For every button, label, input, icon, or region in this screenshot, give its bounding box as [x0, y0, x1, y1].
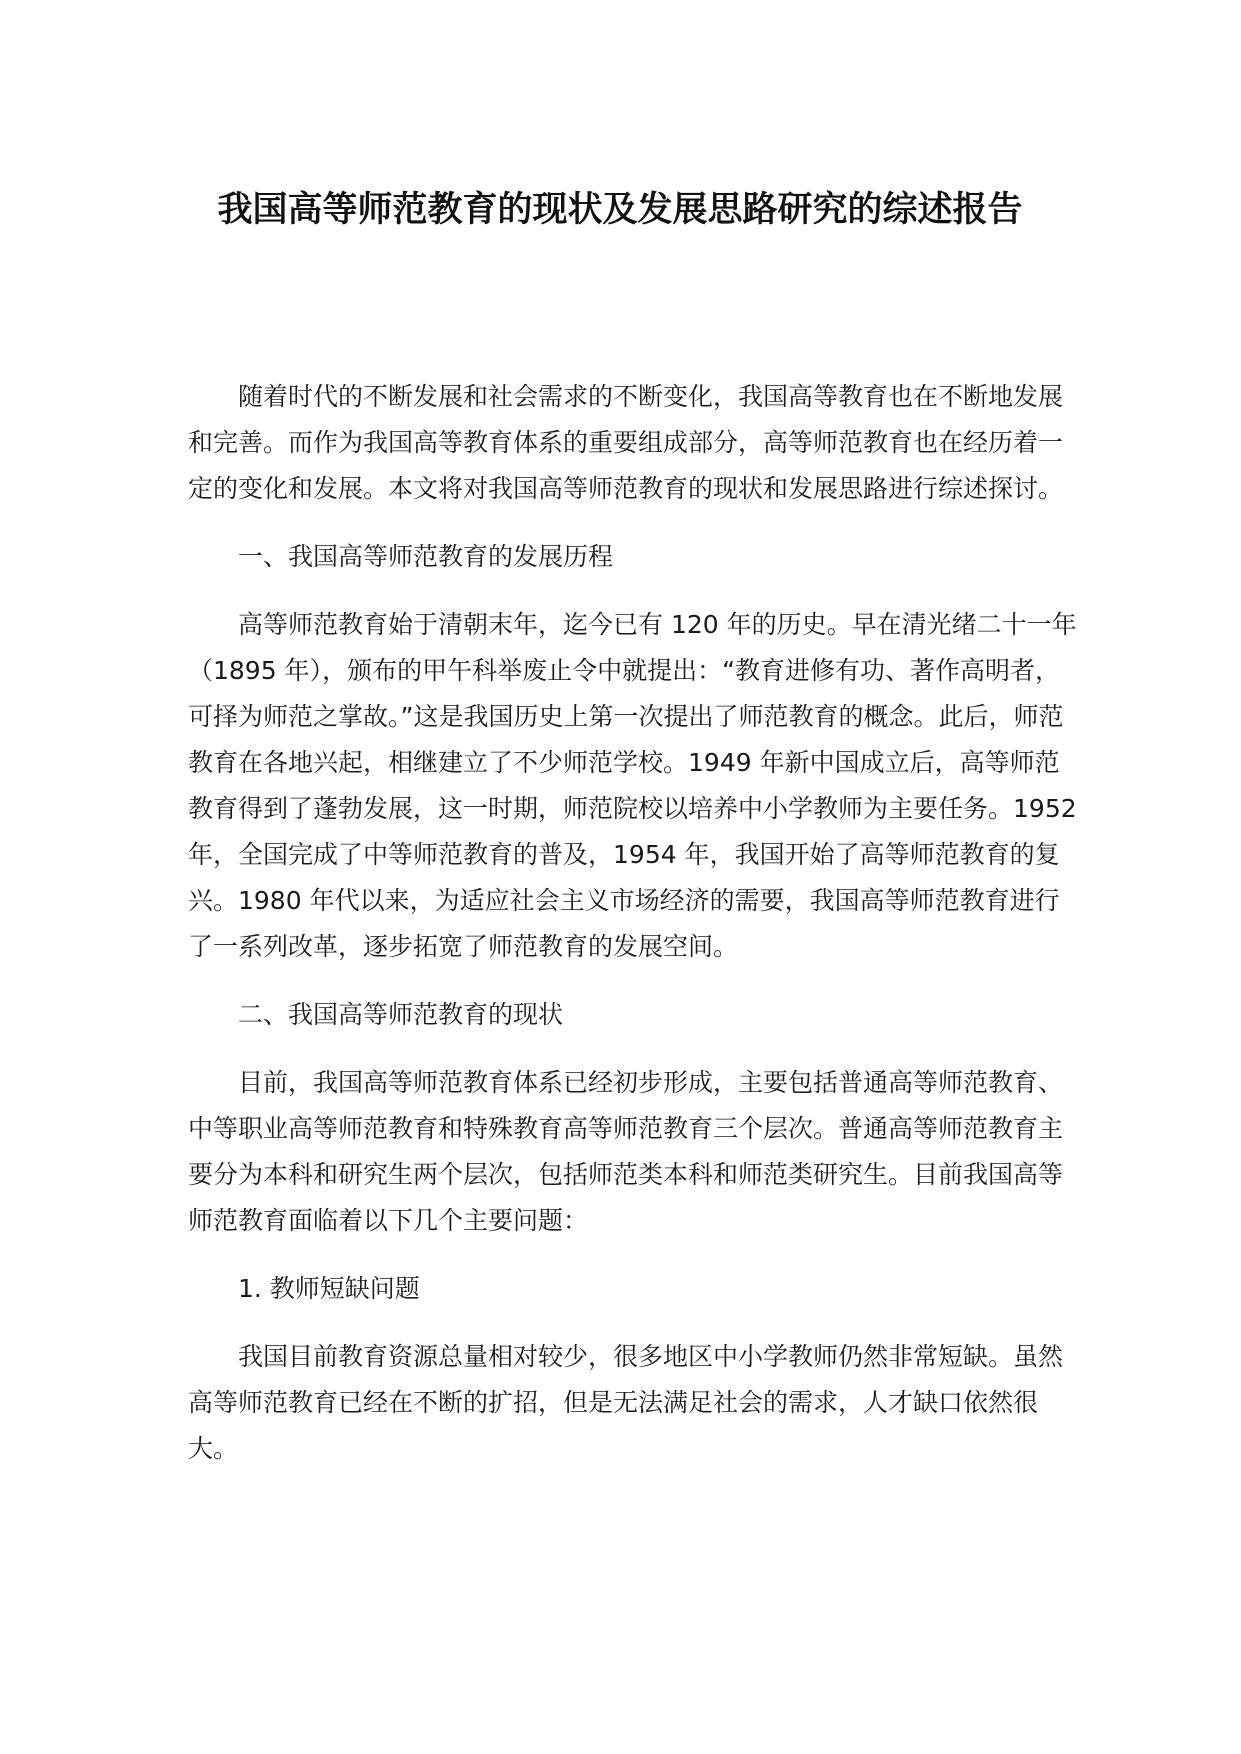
- document-body: [188, 374, 1078, 1494]
- section-heading-status: 二、我国高等师范教育的现状: [238, 1000, 564, 1029]
- section-heading-history: 一、我国高等师范教育的发展历程: [238, 542, 614, 571]
- paragraph-history: 高等师范教育始于清朝末年，迄今已有 120 年的历史。早在清光绪二十一年（1895 年），颁布的甲午科举废止令中就提出：“教育进修有功、著作高明者，可择为师范之掌故。”这是我国历史上第一次提出了师范教育的概念。此后，师范教育在各地兴起，相继建立了不少师范学校。1949 年新中国成立后，高等师范教育得到了蓬勃发展，这一时期，师范院校以培养中小学教师为主要任务。1952 年，全国完成了中等师范教育的普及，1954 年，我国开始了高等师范教育的复兴。1980 年代以来，为适应社会主义市场经济的需要，我国高等师范教育进行了一系列改革，逐步拓宽了师范教育的发展空间。: [188, 610, 1077, 961]
- paragraph-teacher-shortage: 我国目前教育资源总量相对较少，很多地区中小学教师仍然非常短缺。虽然高等师范教育已经在不断的扩招，但是无法满足社会的需求，人才缺口依然很大。: [188, 1342, 1064, 1463]
- paragraph-status: 目前，我国高等师范教育体系已经初步形成，主要包括普通高等师范教育、中等职业高等师范教育和特殊教育高等师范教育三个层次。普通高等师范教育主要分为本科和研究生两个层次，包括师范类本科和师范类研究生。目前我国高等师范教育面临着以下几个主要问题：: [188, 1068, 1064, 1235]
- document-title: 我国高等师范教育的现状及发展思路研究的综述报告: [217, 190, 1023, 230]
- paragraph-intro: 随着时代的不断发展和社会需求的不断变化，我国高等教育也在不断地发展和完善。而作为我国高等教育体系的重要组成部分，高等师范教育也在经历着一定的变化和发展。本文将对我国高等师范教育的现状和发展思路进行综述探讨。: [188, 382, 1064, 503]
- subsection-heading-teacher-shortage: 1. 教师短缺问题: [238, 1274, 420, 1303]
